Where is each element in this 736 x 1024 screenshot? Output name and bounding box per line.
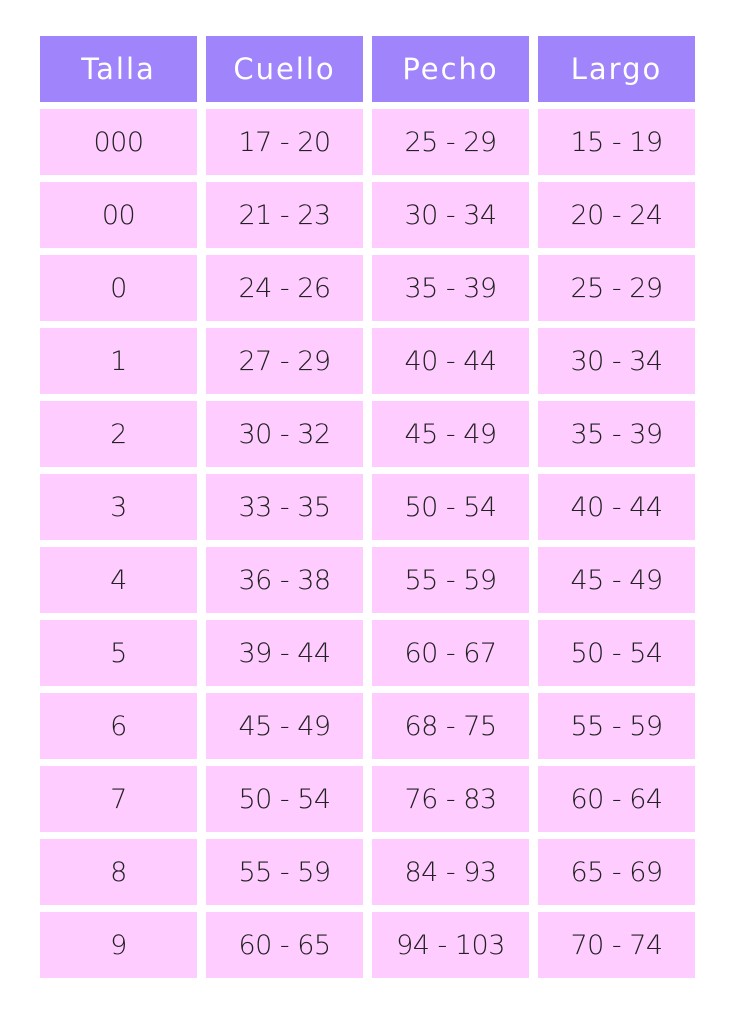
header-talla: Talla [40, 36, 197, 102]
table-cell-cuello: 36 - 38 [206, 547, 363, 613]
table-cell-talla: 9 [40, 912, 197, 978]
table-cell-talla: 3 [40, 474, 197, 540]
table-cell-cuello: 39 - 44 [206, 620, 363, 686]
table-cell-cuello: 33 - 35 [206, 474, 363, 540]
header-cuello: Cuello [206, 36, 363, 102]
table-cell-talla: 7 [40, 766, 197, 832]
table-cell-largo: 55 - 59 [538, 693, 695, 759]
table-cell-pecho: 40 - 44 [372, 328, 529, 394]
table-cell-largo: 65 - 69 [538, 839, 695, 905]
table-cell-cuello: 60 - 65 [206, 912, 363, 978]
table-cell-pecho: 35 - 39 [372, 255, 529, 321]
table-cell-cuello: 45 - 49 [206, 693, 363, 759]
table-cell-cuello: 30 - 32 [206, 401, 363, 467]
table-cell-largo: 60 - 64 [538, 766, 695, 832]
table-cell-pecho: 30 - 34 [372, 182, 529, 248]
table-cell-largo: 70 - 74 [538, 912, 695, 978]
table-cell-largo: 25 - 29 [538, 255, 695, 321]
table-cell-cuello: 50 - 54 [206, 766, 363, 832]
header-pecho: Pecho [372, 36, 529, 102]
table-cell-pecho: 68 - 75 [372, 693, 529, 759]
table-cell-pecho: 25 - 29 [372, 109, 529, 175]
table-cell-largo: 20 - 24 [538, 182, 695, 248]
table-cell-talla: 4 [40, 547, 197, 613]
table-cell-talla: 000 [40, 109, 197, 175]
table-cell-largo: 15 - 19 [538, 109, 695, 175]
header-largo: Largo [538, 36, 695, 102]
table-cell-pecho: 76 - 83 [372, 766, 529, 832]
table-cell-cuello: 24 - 26 [206, 255, 363, 321]
table-cell-talla: 6 [40, 693, 197, 759]
table-cell-talla: 8 [40, 839, 197, 905]
table-cell-largo: 40 - 44 [538, 474, 695, 540]
table-cell-talla: 1 [40, 328, 197, 394]
table-cell-pecho: 94 - 103 [372, 912, 529, 978]
table-cell-talla: 2 [40, 401, 197, 467]
table-cell-pecho: 45 - 49 [372, 401, 529, 467]
table-cell-largo: 30 - 34 [538, 328, 695, 394]
table-cell-pecho: 60 - 67 [372, 620, 529, 686]
table-cell-talla: 5 [40, 620, 197, 686]
table-cell-pecho: 84 - 93 [372, 839, 529, 905]
table-cell-largo: 50 - 54 [538, 620, 695, 686]
table-cell-cuello: 55 - 59 [206, 839, 363, 905]
table-cell-largo: 45 - 49 [538, 547, 695, 613]
table-cell-largo: 35 - 39 [538, 401, 695, 467]
table-cell-cuello: 27 - 29 [206, 328, 363, 394]
table-cell-cuello: 17 - 20 [206, 109, 363, 175]
table-cell-cuello: 21 - 23 [206, 182, 363, 248]
size-table [40, 36, 695, 978]
table-cell-talla: 0 [40, 255, 197, 321]
table-cell-pecho: 55 - 59 [372, 547, 529, 613]
table-cell-talla: 00 [40, 182, 197, 248]
table-cell-pecho: 50 - 54 [372, 474, 529, 540]
